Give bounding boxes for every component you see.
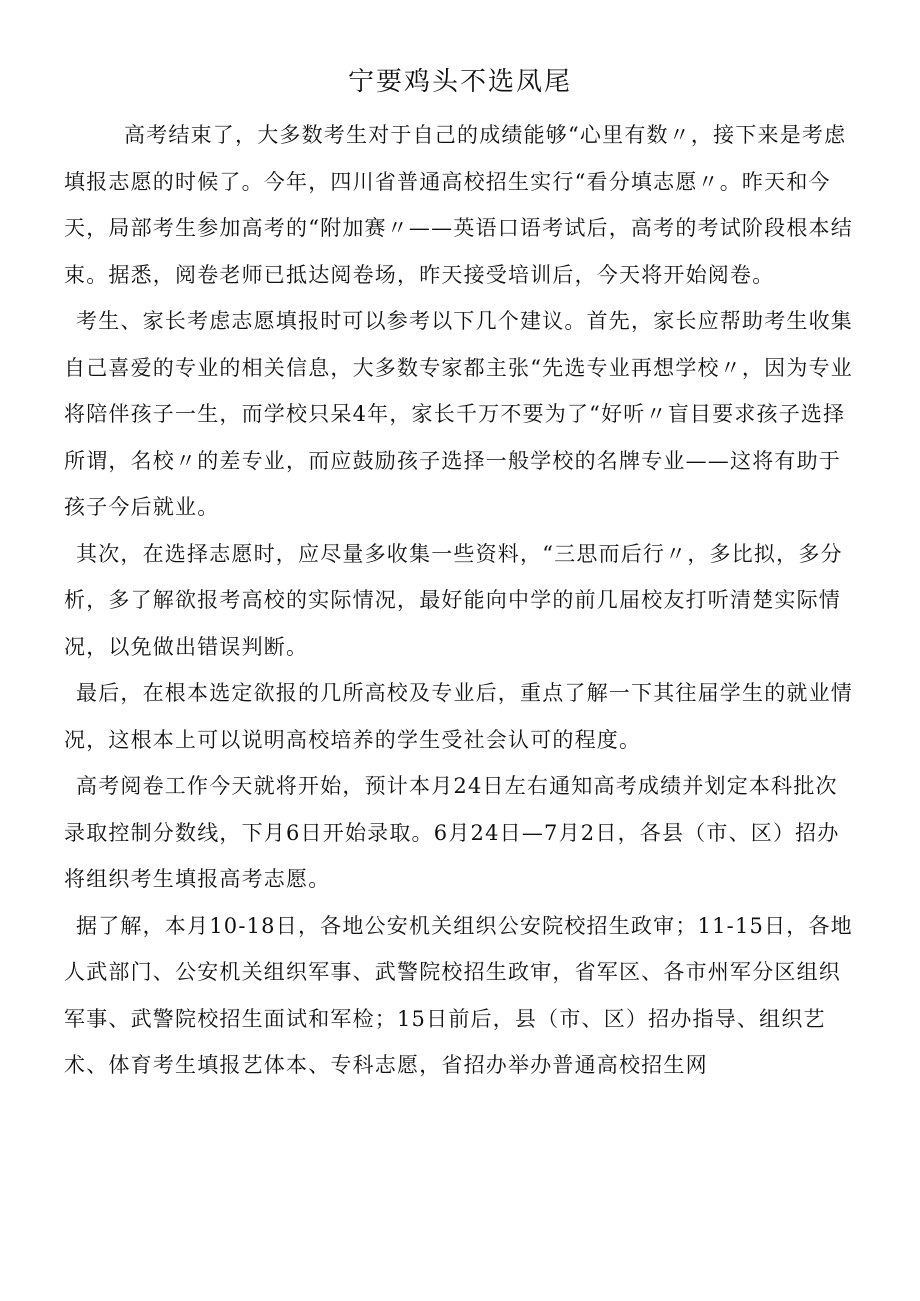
paragraph-3: 其次，在选择志愿时，应尽量多收集一些资料，“三思而后行〃，多比拟，多分析，多了解欲报考高校的实际情况，最好能向中学的前几届校友打听清楚实际情况，以免做出错误判断。: [64, 541, 843, 659]
paragraph-4: 最后，在根本选定欲报的几所高校及专业后，重点了解一下其往届学生的就业情况，这根本上可以说明高校培养的学生受社会认可的程度。: [64, 681, 853, 752]
paragraph-5: 高考阅卷工作今天就将开始，预计本月24日左右通知高考成绩并划定本科批次录取控制分数线，下月6日开始录取。6月24日—7月2日，各县（市、区）招办将组织考生填报高考志愿。: [64, 774, 840, 891]
paragraph-2: 考生、家长考虑志愿填报时可以参考以下几个建议。首先，家长应帮助考生收集自己喜爱的专业的相关信息，大多数专家都主张“先选专业再想学校〃，因为专业将陪伴孩子一生，而学校只呆4年，家长千万不要为了“好听〃盲目要求孩子选择所谓，名校〃的差专业，而应鼓励孩子选择一般学校的名牌专业——这将有助于孩子今后就业。: [64, 309, 853, 519]
paragraph-6: 据了解，本月10-18日，各地公安机关组织公安院校招生政审；11-15日，各地人武部门、公安机关组织军事、武警院校招生政审，省军区、各市州军分区组织军事、武警院校招生面试和军检；15日前后，县（市、区）招办指导、组织艺术、体育考生填报艺体本、专科志愿，省招办举办普通高校招生网: [64, 913, 853, 1077]
document-body: [64, 112, 856, 1089]
document-title: 宁要鸡头不选凤尾: [347, 67, 572, 97]
paragraph-1: 高考结束了，大多数考生对于自己的成绩能够“心里有数〃，接下来是考虑填报志愿的时候了。今年，四川省普通高校招生实行“看分填志愿〃。昨天和今天，局部考生参加高考的“附加赛〃——英语口语考试后，高考的考试阶段根本结束。据悉，阅卷老师已抵达阅卷场，昨天接受培训后，今天将开始阅卷。: [64, 123, 853, 287]
